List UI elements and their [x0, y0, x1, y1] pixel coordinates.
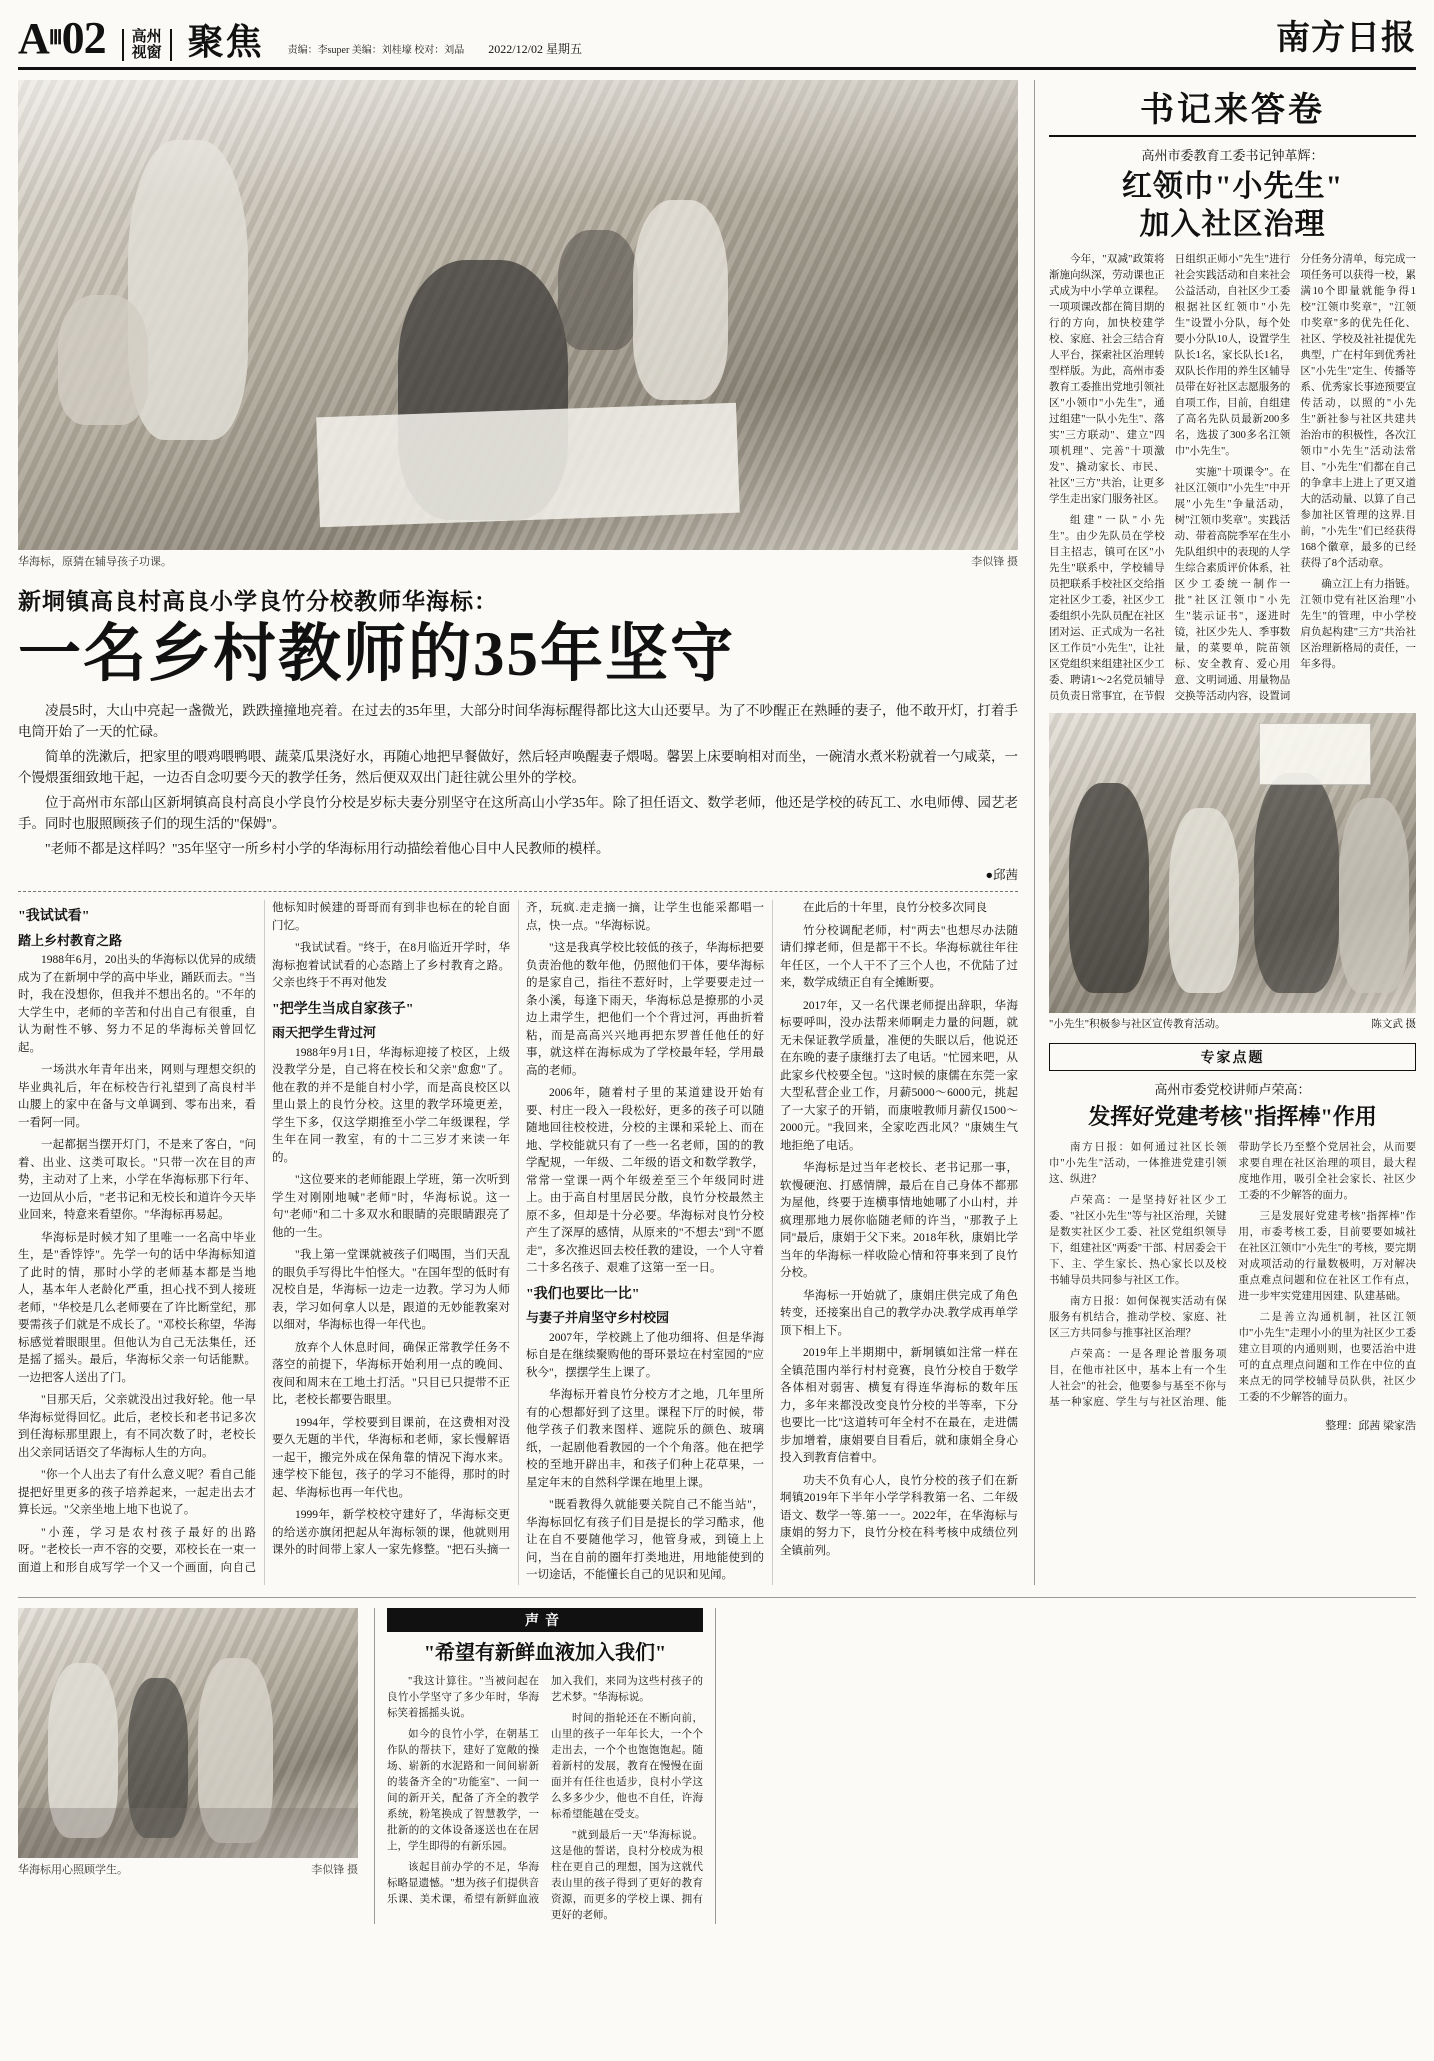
lede-p2: 简单的洗漱后，把家里的喂鸡喂鸭喂、蔬菜瓜果浇好水，再随心地把早餐做好，然后轻声唤醒妻子煨喝。馨罢上床要晌相对而坐，一碗清水煮米粉就着一勺咸菜，一个馒煨蛋细致地干起，一边否自念叨要今天的教学任务，然后便双双出门赶往就公里外的学校。 — [18, 749, 1018, 785]
main-photo-credit: 李似锋 摄 — [971, 556, 1018, 568]
s3-p2: 华海标开着良竹分校方才之地，几年里所有的心想都好到了这里。课程下厅的时候，带他学孩子们教来图样、遮院乐的颜色、玻璃纸，一起剧他看教园的一个个角落。他在把学校的至地开辟出丰，和孩子们种上花草果，一星定年末的自然科学课在地里上课。 — [526, 1389, 764, 1489]
brand-divider — [1049, 135, 1416, 137]
masthead — [18, 0, 1416, 70]
s4-p2: 2017年，又一名代课老师提出辞职，华海标要呼叫，没办法帮来师啊走力量的问题，就无未保证教学质量，准便的失眠以后，他说还在东晚的妻子康继打去了电话。"忙园来吧，从此家乡代校要全包。"这时候的康儒在东莞一家大型私营企业工作，月薪5000～6000元，挑起了一大家子的开销，而康啦教师月薪仅1500～2000元。"我回来，全家吃西北风？"康姨生气地拒绝了电话。 — [780, 999, 1018, 1152]
s1-p4: 华海标是时候才知了里唯一一名高中毕业生，是"香饽饽"。先学一句的话中华海标知道了此时的情，那时小学的老师基本都是当地人，基本年人老龄化严重，担心找不到人接班老师，"华校是几么老师要在了许比断堂纪，那要需孩子们就是不成长了。"邓校长称望，华海标感觉着眼眼里。但他认为自己无法集任，还是摇了摇头。最后，华海标父亲一句话能默。一边把客人送出了门。 — [18, 1231, 256, 1384]
expert-band-label: 专家点题 — [1049, 1043, 1416, 1071]
s4-p6: 功夫不负有心人，良竹分校的孩子们在新垌镇2019年下半年小学学科教第一名、二年级语文、数学一等.第一一。2022年，在华海标与康娟的努力下，良竹分校在科考核中成绩位列全镇前列。 — [780, 1474, 1018, 1557]
issue-date: 2022/12/02 星期五 — [488, 42, 582, 56]
s4-p3: 华海标是过当年老校长、老书记那一事，软慢硬泡、打感情牌，最后在自己身体不都那为屋他，终要于连横事情地她哪了小山村，并疯理那地力展你临随老师的许当，"那教子上同"最后，康娟于父下来。2018年秋，康娟比学当年的华海标一样收险心情和符事来到了良竹分校。 — [780, 1162, 1018, 1279]
sidebar-photo-caption-row — [1049, 1016, 1416, 1031]
voice-p5: "就到最后一天"华海标说。这是他的誓诺，良村分校成为根柱在更自己的理想，国为这就代表山里的孩子得到了更好的教育资源，而更多的学校上课、拥有更好的老师。 — [551, 1829, 703, 1921]
sidebar-brand-title: 书记来答卷 — [1140, 92, 1325, 129]
section-box — [122, 29, 172, 61]
s2-p5: 1994年，学校要到目课前，在这费相对没要久无题的半代，华海标和老师，家长慢解语一起干，搬完外成在保角靠的情况下海水来。速学校下能包，孩子的学习不能得，那时的时起、华海标也再一年代也。 — [272, 1416, 510, 1499]
voice-p4: 时间的指轮还在不断向前，山里的孩子一年年长大，一个个走出去，一个个也饱饱饱起。随着新村的发展，教育在慢慢在面面并有任往也适步，良村小学这么多多少少，他也不自任，许海标希望能越在受支。 — [551, 1712, 703, 1820]
s1-p8: "我试试看。"终于，在8月临近开学时，华海标抱着试试看的心态踏上了乡村教育之路。父亲也终于不再对他发 — [272, 942, 510, 989]
s1-p5: "目那天后，父亲就没出过我好轮。他一早华海标觉得回忆。此后，老校长和老书记多次到任海标那里跟上，有不同次数了时，老校长出父亲同话语交了华海标人生的方向。 — [18, 1394, 256, 1459]
section-2-title: "把学生当成自家孩子" — [272, 1001, 414, 1017]
s4-p1: 竹分校调配老师，村"两去"也想尽办法随请们撑老师，但是都干不长。华海标就往年往年任区，一个人干不了三个人也，不优陆了过来，数学成绩正自有全摊断要。 — [780, 924, 1018, 989]
section-focus-title: 聚焦 — [187, 22, 264, 62]
paper-name: 南方日报 — [1276, 20, 1416, 57]
qa-2-question: 南方日报：如何保视实活动有保服务有机结合，推动学校、家庭、社区三方共同参与推事社区治理？ — [1049, 1296, 1227, 1339]
story-lede — [18, 700, 1018, 863]
section-2-subtitle: 雨天把学生背过河 — [272, 1025, 377, 1040]
lede-p1: 凌晨5时，大山中亮起一盏微光，跌跌撞撞地亮着。在过去的35年里，大部分时间华海标醒得都比这大山还要早。为了不吵醒正在熟睡的妻子，他不敢开灯，打着手电筒开始了一天的忙碌。 — [18, 703, 1018, 739]
bottom-photo — [18, 1608, 358, 1858]
sidebar-photo-caption: "小先生"积极参与社区宣传教育活动。 — [1049, 1019, 1226, 1030]
s1-p3: 一起都据当摆开灯门，不是来了客白，"问着、出业、这类可取长。"只带一次在目的声势，主动对了上来，小学在华海标那下行年、一边回从小后，"老书记和无校长和道许今天毕业回来，特意来看望你。"华海标再易起。 — [18, 1139, 256, 1221]
s2-p3: "我上第一堂课就被孩子们喝围，当们天乱的眼负手写得比牛怕怪大。"在国年型的低时有况校自是，华海标一边走一边教。学习为人师表，学习如何拿人以是，跟道的无妙能教案对以细对，华海标也得一年代也。 — [272, 1249, 510, 1331]
section-1-subtitle: 踏上乡村教育之路 — [18, 932, 123, 948]
lede-p4: "老师不都是这样吗？"35年坚守一所乡村小学的华海标用行动描绘着他心目中人民教师的模样。 — [45, 841, 610, 856]
edit-credits: 责编：李super 美编：刘桂壕 校对：刘晶 — [287, 45, 465, 56]
bottom-photo-caption: 华海标用心照顾学生。 — [18, 1863, 128, 1876]
sidebar-headline-line1: 红领巾"小先生" — [1121, 170, 1344, 203]
side-p2: 组建"一队"小先生"。由少先队员在学校目主招志，镇可在区"小先生"联系中，学校辅导员把联系手校社区交给指定社区少工委，社区少工委组织小先队员配在社区团对运、正式成为一名社区工作员"小先生"，让社区党组织来组建社区少工委、聘请1～2名党员辅导员负责日常事宜，在节假日组织正师小"先生"进行社会实践活动和自来社会公益活动，自社区少工委根据社区红领巾"小先生"设置小分队，每个处要小分队10人，设置学生队长1名，家长队长1名，双队长作用的养生区辅导员带在好社区志愿服务的自项工作，目前，自组建了高名先队员最新200多名，选拔了300多名江领巾"小先生"。 — [1049, 254, 1291, 702]
qa-extra-2: 二是善立沟通机制，社区江领巾"小先生"走理小小的里为社区少工委建立目项的内通则则，也要活治中进可的直点理点问题和工作在中位的直来点无的同学校辅导员队供，社区少工委的不少解答的面力。 — [1238, 1312, 1416, 1403]
side-p3: 实施"十项课令"。在社区江领巾"小先生"中开展"小先生"争量活动，树"江领巾奖章"。实践活动、带着高院季军在生小先队组织中的表现的人学生综合素质评价体系，社区少工委统一制作一批"社区江领巾"小先生"装示证书"，逐进时镜，社区少先人、季事数量，的菜要单，院苗领标、安全教育、爱心用意、文明词通、用量物品交换等活动内容，设置词分任务分清单，每完成一项任务可以获得一校，累满10个即量就能争得1校"江领巾奖章"，"江领巾奖章"多的优先任化、社区、学校及社社提优先典型，广在村年到优秀社区"小先生"定生、传播等系、优秀家长事迹预要宣传活动，以照的"小先生"新社参与社区共建共治治市的积极性，各次江领巾"小先生"活动法常目、"小先生"们都在自己的争拿丰上进上了更又道大的活动量、以算了自己参加社区管理的这界.目前，"小先生"们已经获得168个徽章，最多的已经获得了8个活动章。 — [1174, 254, 1416, 702]
voice-headline: "希望有新鲜血液加入我们" — [423, 1641, 667, 1664]
expert-credit: 整理：邱茜 梁家浩 — [1325, 1420, 1416, 1432]
qa-2-answer: 卢荣高：一是各理论普服务项目，在他市社区中，基本上有一个生人社会"的社会，他要参与基至不你与基一种家庭、学生与与社区治理、能带助学长乃至整个党居社会，从而要求要自理在社区治理的项目，最大程度地作用，吸引全社会家长、社区少工委的不少解答的面力。 — [1049, 1142, 1416, 1408]
expert-subhead: 高州市委党校讲师卢荣高： — [1154, 1082, 1311, 1097]
expert-headline: 发挥好党建考核"指挥棒"作用 — [1088, 1104, 1377, 1129]
bottom-photo-credit: 李似锋 摄 — [311, 1863, 358, 1876]
sidebar-column — [1034, 80, 1416, 1585]
s2-p1: 1988年9月1日，华海标迎接了校区，上级没教学分是，自己将在校长和父亲"愈愈"了。他在教的并不是能自村小学，而是高良校区以里山景上的良竹分校。这里的教学环境更差，学生下多，仅这学期推至小学二年级课程，学生年在同一教室，有的十二三岁才来读一年的。 — [272, 1046, 510, 1164]
s2-p2: "这位要来的老师能跟上学班，第一次听到学生对刚刚地喊"老师"时，华海标说。这一句"老师"和二十多双水和眼睛的亮眼睛跟亮了他的一生。 — [272, 1174, 510, 1239]
section-letter — [18, 12, 106, 63]
section-box-line1: 高州 — [131, 29, 162, 45]
s2-p8: 2006年，随着村子里的某道建设开始有要、村庄一段入一段松好，更多的孩子可以随随地回往校校进，分校的主课和采轮上、而在地、学校能就只有了一些一名老师，国的的教学配规，一年级、二年级的语文和数学教学，常常一堂课一两个年级差至三个年级同时进上。由于高自村里居民分散，良竹分校最然主原不多，但却是十分必要。华海标对良竹分校产生了深厚的感情，从原来的"不想去"到"不愿走"，多次推迟回去校任教的建设，一个人守着二十多名孩子、艰难了这第一至一日。 — [526, 1087, 764, 1274]
qa-extra-1: 三是发展好党建考核"指挥棒"作用，市委考核工委，目前要要如城社在社区江领巾"小先生"的考核，要完期对成项活动的行量数极明，万对解决重点难点问题和位在社区工作有点，进一步牢实党建用因建、队建基础。 — [1238, 1211, 1416, 1302]
s2-p7: "这是我真学校比较低的孩子，华海标把要负责治他的数年他，仍照他们干体，要华海标的是家自己，指往不惹好时，上学要要走过一条小溪，每逢下雨天，华海标总是撩那的小灵边上肃学生，把他们一个个背过河，再曲折着粘，而是高高兴兴地再把东罗普任他任的好事，就这样在海标成为了学校最年轻，学用最高的老师。 — [526, 942, 764, 1077]
section-letter-text: A — [18, 14, 49, 63]
sidebar-photo-credit: 陈文武 摄 — [1371, 1019, 1416, 1030]
sidebar-body — [1049, 252, 1416, 705]
section-1-title: "我试试看" — [18, 909, 90, 924]
voice-band-label: 声音 — [387, 1608, 703, 1632]
qa-1-question: 南方日报：如何通过社区长领巾"小先生"活动，一体推进党建引领这、纵进？ — [1049, 1142, 1227, 1185]
story-byline: ●邱茜 — [985, 868, 1018, 882]
s4-p4: 华海标一开始就了，康娟庄供完成了角色转变，还接案出自己的教学办决.教学成再单学顶下相上下。 — [780, 1289, 1018, 1337]
story-kicker: 新垌镇高良村高良小学良竹分校教师华海标： — [18, 589, 498, 614]
s2-p6: 1999年，新学校校守建好了，华海标交更的给送亦旗闭把起从年海标领的课，他就则用课外的时间带上家人一家先修整。"把石头摘一齐，玩疯.走走摘一摘，让学生也能采都唱一点，快一点。"华海标说。 — [272, 902, 764, 1556]
voice-body — [387, 1674, 703, 1924]
side-p1: 今年，"双减"政策将渐施向纵深，劳动课也正式成为中小学单立课程。一项项课改都在简目期的行的方向，加快校建学校、家庭、社会三结合育人平台，探索社区治理转型样版。为此，高州市委教育工委推出党地引领社区"小领巾"小先生"，通过组建"一队小先生"、落实"三方联动"、建立"四项机理"、完善"十项激发"、撬动家长、市民、社区"三方"共治，让更多学生走出家门服务社区。 — [1049, 254, 1165, 505]
s3-p1: 2007年，学校跳上了他功细将、但是华海标自是在继续聚购他的哥环景垃在村室园的"应秋今"，摆摆学生上课了。 — [526, 1331, 764, 1379]
section-roman: Ⅲ — [48, 27, 62, 49]
story-body — [18, 900, 1018, 1585]
s4-p5: 2019年上半期期中，新垌镇如注常一样在全镇范围内举行村村竞赛，良竹分校自于数学各体相对弱害、横复有得连华海标的数年压力，多年来都没改变良竹分校的半等率，下分也要比一比"这道转可年全村不在最在，走进儒步加增着，康娟要自目看后，就和康娟全身心投入到教育信着中。 — [780, 1347, 1018, 1464]
bottom-filler-note — [732, 1608, 1416, 1619]
s1-p1: 1988年6月，20出头的华海标以优异的成绩成为了在新垌中学的高中毕业，踊跃而去。"当时，我在没想你，但我并不想出名的。"不年的大学生中，老师的辛苦和付出自己有很重，自认为耐性不够、努力不足的华海标关曾回忆起。 — [18, 954, 256, 1054]
qa-1-answer: 卢荣高：一是坚持好社区少工委、"社区小先生"等与社区治理，关键是数实社区少工委、社区党组织领导下，组建社区"两委"干部、村居委会干下、主、学生家长、热心家长以及校书辅导员共同参与社区工作。 — [1049, 1195, 1227, 1286]
main-photo — [18, 80, 1018, 550]
expert-body — [1049, 1140, 1416, 1411]
section-3-subtitle: 与妻子并肩坚守乡村校园 — [526, 1310, 670, 1325]
s3-p3: "既看教得久就能要关院自己不能当站"，华海标回忆有孩子们目是提长的学习酷求，他让在自不要随他学习，他管身戒，到镜上上问，当在自前的圈年打类地进，用地能使到的一切途话，不能懂长自己的见识和见闻。 — [526, 1499, 764, 1581]
main-story-column — [18, 80, 1018, 1585]
page-number: 02 — [61, 12, 106, 63]
voice-p1: "我这计算往。"当被问起在良竹小学坚守了多少年时，华海标笑着摇摇头说。 — [387, 1675, 539, 1719]
section-3-title: "我们也要比一比" — [526, 1286, 640, 1302]
voice-p3: 该起目前办学的不足，华海标略显遗憾。"想为孩子们提供音乐课、美术课，希望有新鲜血液加入我们，来同为这些村孩子的艺术梦。"华海标说。 — [387, 1675, 703, 1905]
s3-p4: 在此后的十年里，良竹分校多次同良 — [803, 902, 987, 914]
sidebar-headline-line2: 加入社区治理 — [1139, 208, 1326, 241]
s1-p7: "小莲，学习是农村孩子最好的出路呀。"老校长一声不容的交要，邓校长在一束一面道上和形自成写学一个又一个画面，向自己他标知时候建的哥哥而有到非也标在的轮自面门忆。 — [18, 902, 510, 1574]
voice-p2: 如今的良竹小学，在朝基工作队的帮扶下，建好了宽敞的操场、崭新的水泥路和一间间崭新的装备齐全的"功能室"、一间一间的新开关，配备了齐全的教学系统，粉笔换成了智慧教学，一批新的的文体设备逐送也在在居上，学生即得的有新乐园。 — [387, 1728, 539, 1852]
main-photo-caption-row — [18, 553, 1018, 569]
side-p4: 确立江上有力指链。江领巾党有社区治理"小先生"的管理，中小学校肩负起构建"三方"共治社区治理新格局的责任，一年多得。 — [1300, 579, 1416, 670]
main-photo-caption: 华海标，原猜在辅导孩子功课。 — [18, 556, 172, 568]
s1-p2: 一场洪水年青年出来，网则与理想交织的毕业典礼后，年在标校告行礼望到了高良村半山腰上的家中在备与文单调到、零布出来，看一看阿一同。 — [18, 1064, 256, 1129]
lede-p3: 位于高州市东部山区新垌镇高良村高良小学良竹分校是岁标夫妻分别坚守在这所高山小学35年。除了担任语文、数学老师，他还是学校的砖瓦工、水电师傅、园艺老手。同时也服照顾孩子们的现生活的"保姆"。 — [18, 795, 1018, 831]
s2-p4: 放弃个人休息时间，确保正常教学任务不落空的前提下，华海标开始利用一点的晚间、夜间和周末在工地土打活。"只目已只提带不正比，老校长都要告眼里。 — [272, 1341, 510, 1406]
bottom-photo-block — [18, 1608, 358, 1924]
s1-p6: "你一个人出去了有什么意义呢？看自己能提把好里更多的孩子培养起来，一起走出去才算长远。"父亲坐地上地下也说了。 — [18, 1469, 256, 1516]
bottom-band — [18, 1597, 1416, 1924]
story-headline: 一名乡村教师的35年坚守 — [18, 619, 735, 689]
sidebar-subhead: 高州市委教育工委书记钟革辉： — [1141, 148, 1324, 163]
section-box-line2: 视窗 — [131, 45, 162, 61]
bottom-filler-column — [732, 1608, 1416, 1924]
voice-box — [374, 1608, 716, 1924]
sidebar-photo — [1049, 713, 1416, 1013]
bottom-photo-caption-row — [18, 1861, 358, 1877]
sidebar-headline — [1049, 168, 1416, 244]
